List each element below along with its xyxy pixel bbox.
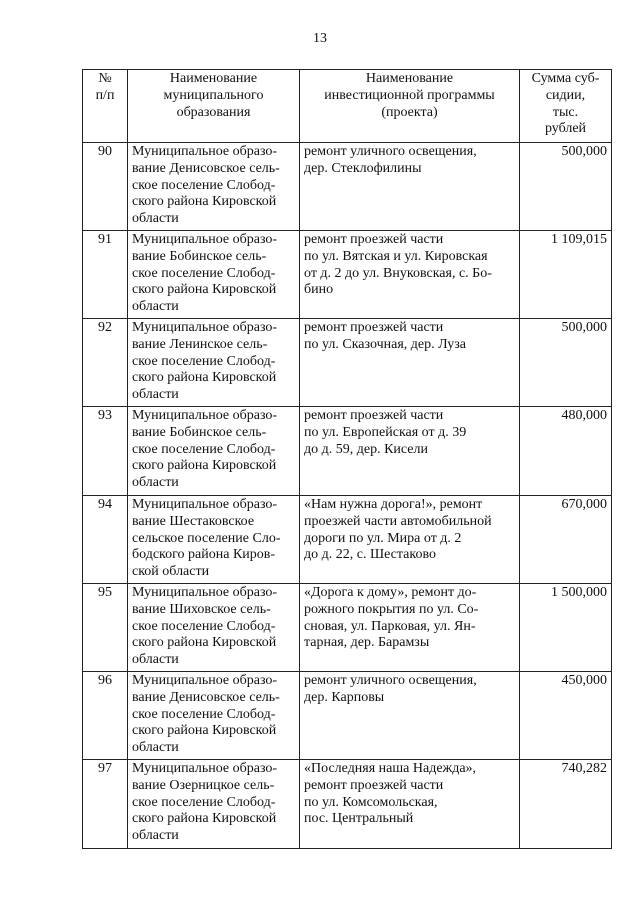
municipality-name — [128, 671, 300, 759]
municipality-name — [128, 759, 300, 848]
municipality-name — [128, 231, 300, 319]
program-name — [300, 231, 520, 319]
program-name-line: «Последняя наша Надежда», — [304, 760, 477, 776]
program-name-line: ремонт проезжей части — [304, 232, 444, 247]
subsidy-amount: 670,000 — [520, 496, 612, 584]
program-name-line: рожного покрытия по ул. Со- — [304, 601, 479, 617]
municipality-name-line: ское поселение Слобод- — [132, 706, 276, 722]
table-row — [83, 407, 612, 496]
table-row — [83, 583, 612, 671]
program-name-line: дер. Карповы — [304, 689, 385, 705]
municipality-name-line: области — [132, 299, 179, 315]
header-number — [83, 70, 128, 143]
subsidy-amount: 480,000 — [520, 407, 612, 496]
municipality-name-line: ской области — [132, 564, 210, 580]
row-number: 91 — [83, 231, 128, 319]
row-number: 93 — [83, 407, 128, 496]
table-header — [83, 70, 612, 143]
table-row — [83, 759, 612, 848]
header-line: Наименование — [365, 71, 454, 86]
municipality-name-line: ского района Кировской — [132, 194, 277, 210]
municipality-name-line: ского района Кировской — [132, 370, 277, 386]
row-number: 95 — [83, 583, 128, 671]
municipality-name-line: вание Шестаковское — [132, 513, 255, 529]
program-name-line: по ул. Сказочная, дер. Луза — [304, 336, 467, 352]
header-municipality — [128, 70, 300, 143]
municipality-name — [128, 407, 300, 496]
municipality-name — [128, 143, 300, 231]
program-name-line: бино — [304, 282, 334, 298]
municipality-name-line: вание Ленинское сель- — [132, 336, 268, 352]
municipality-name-line: Муниципальное образо- — [132, 144, 278, 159]
program-name-line: дер. Стеклофилины — [304, 160, 422, 176]
municipality-name-line: области — [132, 740, 179, 756]
municipality-name-line: ского района Кировской — [132, 458, 277, 474]
municipality-name-line: ское поселение Слобод- — [132, 265, 276, 281]
table-row — [83, 496, 612, 584]
program-name — [300, 583, 520, 671]
municipality-name-line: сельское поселение Сло- — [132, 530, 281, 546]
subsidy-amount: 500,000 — [520, 143, 612, 231]
program-name-line: от д. 2 до ул. Внуковская, с. Бо- — [304, 265, 492, 281]
subsidy-amount: 500,000 — [520, 319, 612, 407]
row-number: 94 — [83, 496, 128, 584]
table-row — [83, 319, 612, 407]
municipality-name-line: Муниципальное образо- — [132, 760, 278, 776]
program-name-line: пос. Центральный — [304, 811, 414, 827]
program-name-line: до д. 59, дер. Кисели — [304, 441, 428, 457]
subsidy-amount: 740,282 — [520, 759, 612, 848]
municipality-name-line: Муниципальное образо- — [132, 408, 278, 423]
page-number: 13 — [313, 31, 327, 46]
program-name — [300, 143, 520, 231]
municipality-name-line: бодского района Киров- — [132, 547, 276, 563]
program-name-line: «Дорога к дому», ремонт до- — [304, 584, 477, 600]
municipality-name-line: области — [132, 828, 179, 844]
program-name — [300, 407, 520, 496]
row-number: 96 — [83, 671, 128, 759]
program-name-line: до д. 22, с. Шестаково — [304, 547, 436, 563]
subsidy-amount: 450,000 — [520, 671, 612, 759]
municipality-name — [128, 319, 300, 407]
header-line: образования — [176, 104, 251, 120]
program-name — [300, 496, 520, 584]
municipality-name-line: ское поселение Слобод- — [132, 353, 276, 369]
header-line: Сумма суб- — [531, 71, 600, 86]
table-row — [83, 143, 612, 231]
municipality-name-line: ского района Кировской — [132, 723, 277, 739]
header-line: Наименование — [169, 71, 258, 86]
program-name-line: ремонт проезжей части — [304, 408, 444, 423]
header-line: (проекта) — [381, 104, 438, 120]
municipality-name-line: области — [132, 475, 179, 491]
program-name-line: ремонт уличного освещения, — [304, 672, 477, 688]
program-name-line: ремонт уличного освещения, — [304, 144, 477, 159]
row-number: 92 — [83, 319, 128, 407]
municipality-name-line: области — [132, 387, 179, 403]
program-name-line: «Нам нужна дорога!», ремонт — [304, 497, 483, 512]
municipality-name-line: вание Бобинское сель- — [132, 248, 267, 264]
municipality-name-line: области — [132, 211, 179, 227]
municipality-name-line: ского района Кировской — [132, 811, 277, 827]
municipality-name-line: вание Озерницкое сель- — [132, 777, 275, 793]
municipality-name-line: Муниципальное образо- — [132, 672, 278, 688]
subsidy-amount: 1 109,015 — [520, 231, 612, 319]
header-program — [300, 70, 520, 143]
municipality-name-line: вание Денисовское сель- — [132, 689, 280, 705]
municipality-name-line: ского района Кировской — [132, 635, 277, 651]
municipality-name-line: ское поселение Слобод- — [132, 441, 276, 457]
program-name-line: по ул. Комсомольская, — [304, 794, 438, 810]
municipality-name-line: области — [132, 652, 179, 668]
header-line: инвестиционной программы — [324, 87, 495, 103]
program-name-line: сновая, ул. Парковая, ул. Ян- — [304, 618, 476, 634]
municipality-name — [128, 496, 300, 584]
table-body — [83, 143, 612, 849]
municipality-name-line: ское поселение Слобод- — [132, 794, 276, 810]
municipality-name-line: Муниципальное образо- — [132, 497, 278, 512]
program-name — [300, 319, 520, 407]
program-name-line: дороги по ул. Мира от д. 2 — [304, 530, 462, 546]
row-number: 97 — [83, 759, 128, 848]
header-line: муниципального — [163, 87, 264, 103]
municipality-name-line: ского района Кировской — [132, 282, 277, 298]
program-name-line: по ул. Европейская от д. 39 — [304, 424, 467, 440]
program-name-line: тарная, дер. Барамзы — [304, 635, 430, 651]
program-name — [300, 671, 520, 759]
municipality-name-line: Муниципальное образо- — [132, 320, 278, 335]
table-row — [83, 231, 612, 319]
header-line: рублей — [544, 121, 587, 137]
subsidy-table — [82, 69, 612, 849]
municipality-name — [128, 583, 300, 671]
program-name — [300, 759, 520, 848]
header-line: п/п — [95, 87, 115, 103]
header-line: № — [98, 71, 112, 86]
municipality-name-line: ское поселение Слобод- — [132, 177, 276, 193]
program-name-line: ремонт проезжей части — [304, 777, 444, 793]
header-row — [83, 70, 612, 143]
municipality-name-line: ское поселение Слобод- — [132, 618, 276, 634]
row-number: 90 — [83, 143, 128, 231]
municipality-name-line: вание Бобинское сель- — [132, 424, 267, 440]
municipality-name-line: Муниципальное образо- — [132, 584, 278, 600]
header-line: тыс. — [552, 104, 579, 120]
table-row — [83, 671, 612, 759]
header-line: сидии, — [545, 87, 586, 103]
header-sum — [520, 70, 612, 143]
municipality-name-line: вание Шиховское сель- — [132, 601, 271, 617]
municipality-name-line: Муниципальное образо- — [132, 232, 278, 247]
municipality-name-line: вание Денисовское сель- — [132, 160, 280, 176]
program-name-line: ремонт проезжей части — [304, 320, 444, 335]
program-name-line: по ул. Вятская и ул. Кировская — [304, 248, 488, 264]
program-name-line: проезжей части автомобильной — [304, 513, 492, 529]
subsidy-amount: 1 500,000 — [520, 583, 612, 671]
